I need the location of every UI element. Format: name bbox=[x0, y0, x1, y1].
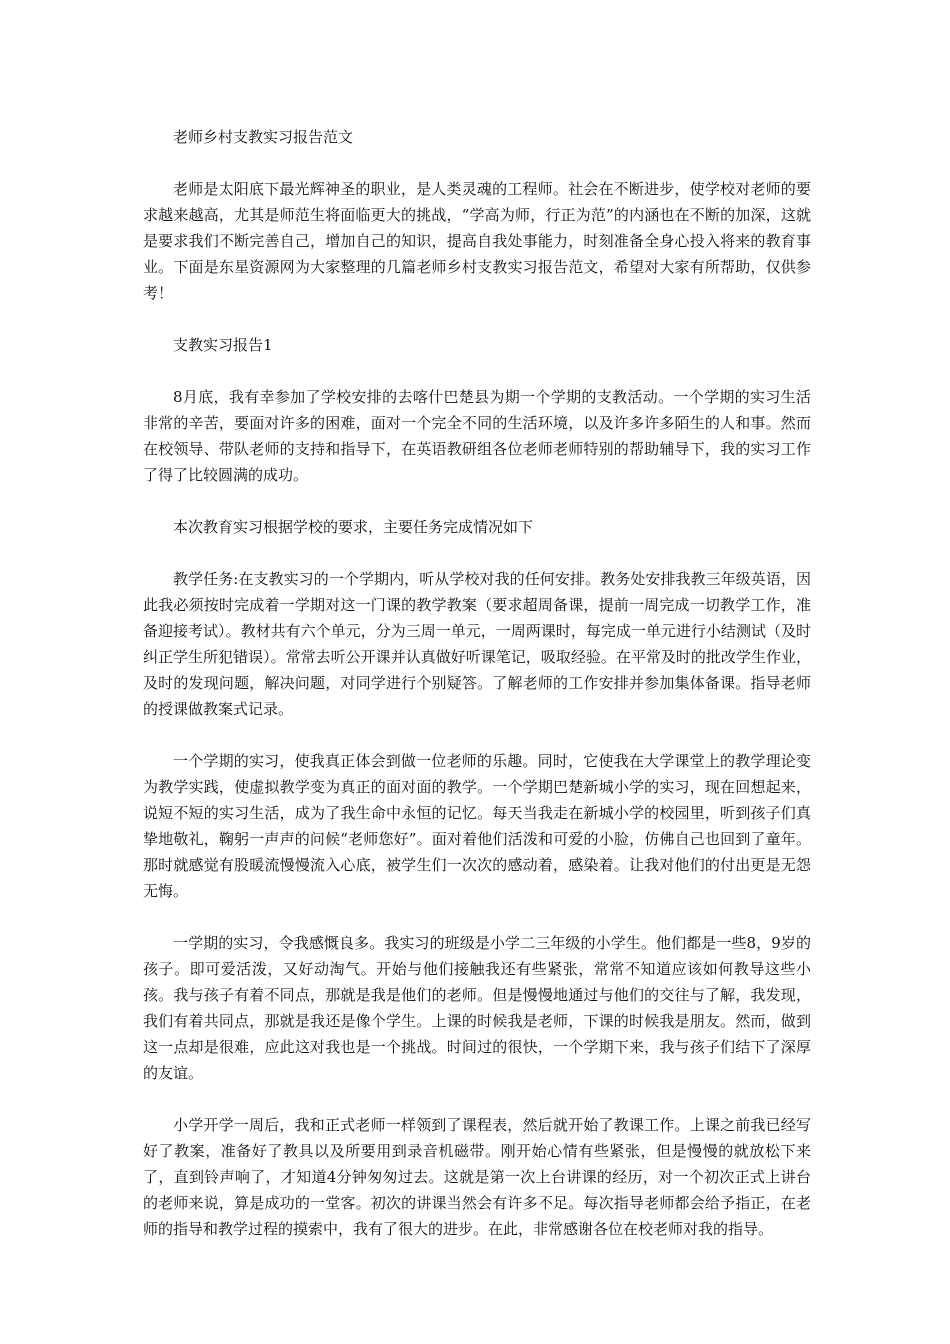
task-summary-heading: 本次教育实习根据学校的要求，主要任务完成情况如下 bbox=[173, 518, 534, 536]
body-paragraph: 教学任务:在支教实习的一个学期内，听从学校对我的任何安排。教务处安排我教三年级英语，因此我必须按时完成着一学期对这一门课的教学教案（要求超周备课，提前一周完成一切教学工作，准备迎接考试）。教材共有六个单元，分为三周一单元，一周两课时，每完成一单元进行小结测试（及时纠正学生所犯错误）。常常去听公开课并认真做好听课笔记，吸取经验。在平常及时的批改学生作业，及时的发现问题，解决问题，对同学进行个别疑答。了解老师的工作安排并参加集体备课。指导老师的授课做教案式记录。 bbox=[143, 570, 811, 718]
body-paragraph: 一学期的实习，令我感慨良多。我实习的班级是小学二三年级的小学生。他们都是一些8，9岁的孩子。即可爱活泼，又好动淘气。开始与他们接触我还有些紧张，常常不知道应该如何教导这些小孩。我与孩子有着不同点，那就是我是他们的老师。但是慢慢地通过与他们的交往与了解，我发现，我们有着共同点，那就是我还是像个学生。上课的时候我是老师，下课的时候我是朋友。然而，做到这一点却是很难，应此这对我也是一个挑战。时间过的很快，一个学期下来，我与孩子们结下了深厚的友谊。 bbox=[143, 934, 811, 1082]
document-body bbox=[143, 124, 811, 1268]
body-paragraph: 8月底，我有幸参加了学校安排的去喀什巴楚县为期一个学期的支教活动。一个学期的实习生活非常的辛苦，要面对许多的困难，面对一个完全不同的生活环境，以及许多许多陌生的人和事。然而在校领导、带队老师的支持和指导下，在英语教研组各位老师老师特别的帮助辅导下，我的实习工作了得了比较圆满的成功。 bbox=[143, 388, 811, 484]
body-paragraph: 小学开学一周后，我和正式老师一样领到了课程表，然后就开始了教课工作。上课之前我已经写好了教案，准备好了教具以及所要用到录音机磁带。刚开始心情有些紧张，但是慢慢的就放松下来了，直到铃声响了，才知道4分钟匆匆过去。这就是第一次上台讲课的经历，对一个初次正式上讲台的老师来说，算是成功的一堂客。初次的讲课当然会有许多不足。每次指导老师都会给予指正，在老师的指导和教学过程的摸索中，我有了很大的进步。在此，非常感谢各位在校老师对我的指导。 bbox=[143, 1116, 811, 1238]
document-title: 老师乡村支教实习报告范文 bbox=[173, 128, 354, 146]
section-heading: 支教实习报告1 bbox=[173, 336, 273, 354]
body-paragraph: 一个学期的实习，使我真正体会到做一位老师的乐趣。同时，它使我在大学课堂上的教学理论变为教学实践，使虚拟教学变为真正的面对面的教学。一个学期巴楚新城小学的实习，现在回想起来，说短不短的实习生活，成为了我生命中永恒的记忆。每天当我走在新城小学的校园里，听到孩子们真挚地敬礼，鞠躬一声声的问候“老师您好”。面对着他们活泼和可爱的小脸，仿佛自己也回到了童年。那时就感觉有股暖流慢慢流入心底，被学生们一次次的感动着，感染着。让我对他们的付出更是无怨无悔。 bbox=[143, 752, 811, 900]
intro-paragraph: 老师是太阳底下最光辉神圣的职业，是人类灵魂的工程师。社会在不断进步，使学校对老师的要求越来越高，尤其是师范生将面临更大的挑战，“学高为师，行正为范”的内涵也在不断的加深，这就是要求我们不断完善自己，增加自己的知识，提高自我处事能力，时刻准备全身心投入将来的教育事业。下面是东星资源网为大家整理的几篇老师乡村支教实习报告范文，希望对大家有所帮助，仅供参考！ bbox=[143, 180, 811, 302]
